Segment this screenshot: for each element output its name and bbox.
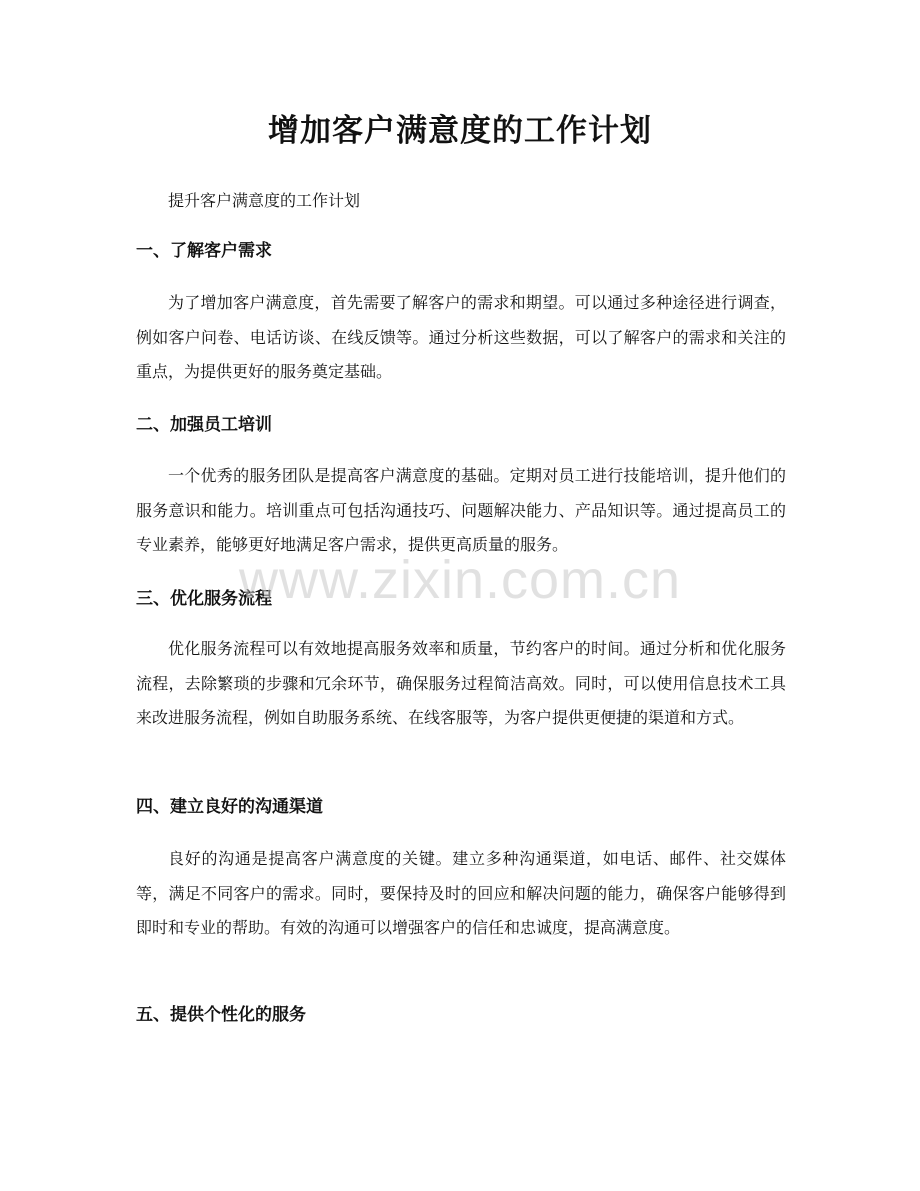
section-heading-5: 五、提供个性化的服务	[136, 1005, 306, 1025]
section-body-2: 一个优秀的服务团队是提高客户满意度的基础。定期对员工进行技能培训，提升他们的服务意识和能力。培训重点可包括沟通技巧、问题解决能力、产品知识等。通过提高员工的专业素养，能够更好地满足客户需求，提供更高质量的服务。	[136, 466, 786, 554]
watermark: www.zixin.com.cn	[238, 550, 682, 610]
section-heading-4: 四、建立良好的沟通渠道	[136, 797, 323, 817]
section-body-4: 良好的沟通是提高客户满意度的关键。建立多种沟通渠道，如电话、邮件、社交媒体等，满足不同客户的需求。同时，要保持及时的回应和解决问题的能力，确保客户能够得到即时和专业的帮助。有效的沟通可以增强客户的信任和忠诚度，提高满意度。	[136, 849, 786, 937]
section-heading-3: 三、优化服务流程	[136, 589, 272, 609]
section-heading-2: 二、加强员工培训	[136, 415, 272, 435]
section-heading-1: 一、了解客户需求	[136, 241, 272, 261]
page-title: 增加客户满意度的工作计划	[268, 113, 652, 149]
section-body-1: 为了增加客户满意度，首先需要了解客户的需求和期望。可以通过多种途径进行调查，例如客户问卷、电话访谈、在线反馈等。通过分析这些数据，可以了解客户的需求和关注的重点，为提供更好的服务奠定基础。	[136, 293, 786, 381]
section-body-3: 优化服务流程可以有效地提高服务效率和质量，节约客户的时间。通过分析和优化服务流程，去除繁琐的步骤和冗余环节，确保服务过程简洁高效。同时，可以使用信息技术工具来改进服务流程，例如自助服务系统、在线客服等，为客户提供更便捷的渠道和方式。	[136, 639, 786, 727]
document-subtitle: 提升客户满意度的工作计划	[168, 191, 361, 210]
